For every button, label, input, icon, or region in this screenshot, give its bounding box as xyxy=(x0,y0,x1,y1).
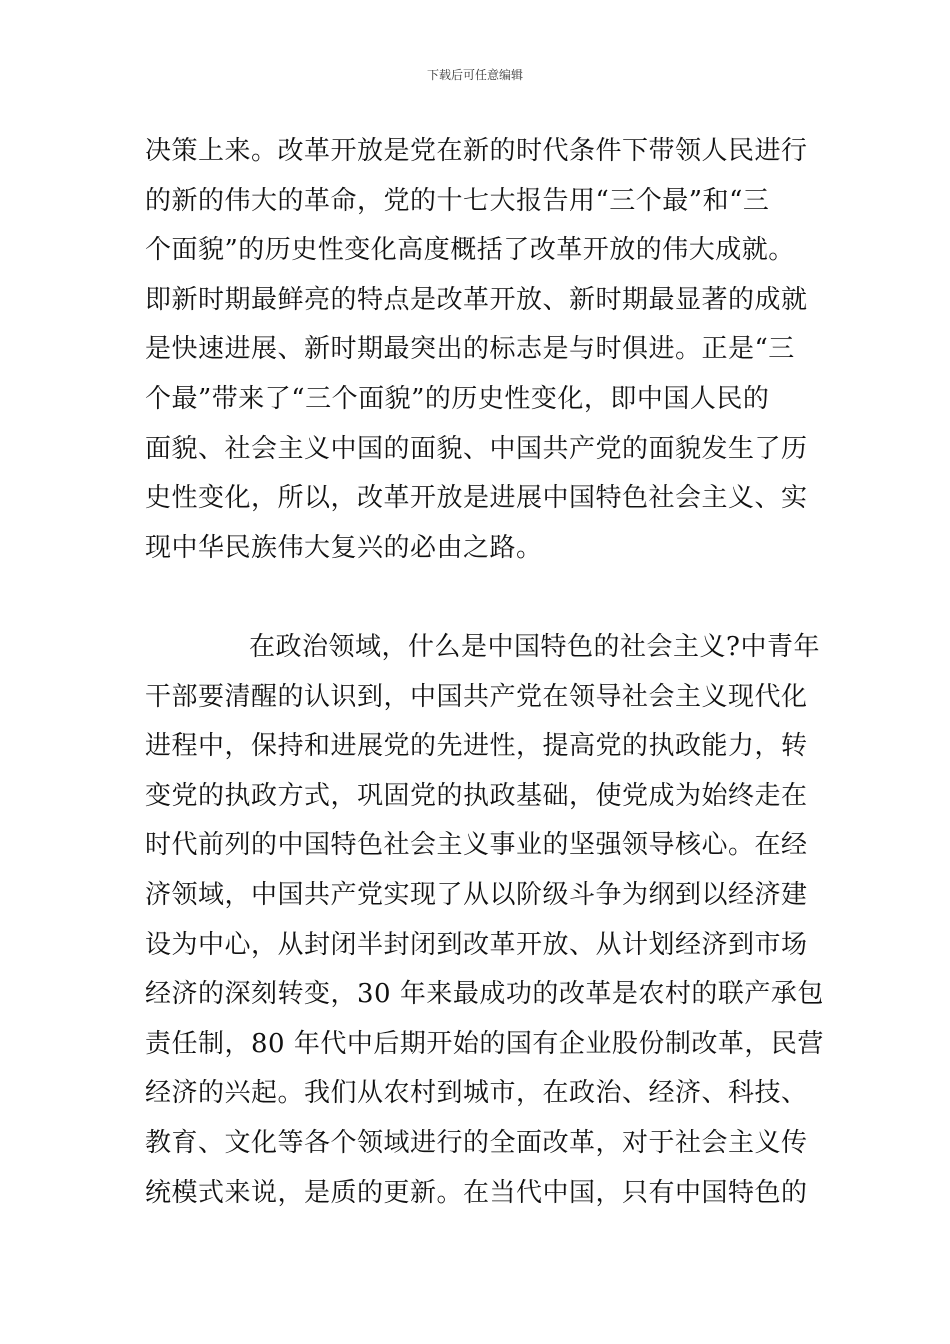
text-line: 统模式来说，是质的更新。在当代中国，只有中国特色的 xyxy=(145,1177,808,1208)
text-line: 变党的执政方式，巩固党的执政基础，使党成为始终走在 xyxy=(145,780,808,811)
text-line: 时代前列的中国特色社会主义事业的坚强领导核心。在经 xyxy=(145,830,808,861)
text-line: 的新的伟大的革命，党的十七大报告用“三个最”和“三 xyxy=(145,185,770,216)
paragraph-2 xyxy=(145,623,824,1218)
text-line: 史性变化，所以，改革开放是进展中国特色社会主义、实 xyxy=(145,483,808,514)
text-line: 是快速进展、新时期最突出的标志是与时俱进。正是“三 xyxy=(145,334,795,365)
text-line: 教育、文化等各个领域进行的全面改革，对于社会主义传 xyxy=(145,1127,808,1158)
text-line: 进程中，保持和进展党的先进性，提高党的执政能力，转 xyxy=(145,731,808,762)
text-line: 即新时期最鲜亮的特点是改革开放、新时期最显著的成就 xyxy=(145,284,808,315)
text-line: 济领域，中国共产党实现了从以阶级斗争为纲到以经济建 xyxy=(145,879,808,910)
text-line: 设为中心，从封闭半封闭到改革开放、从计划经济到市场 xyxy=(145,929,808,960)
text-line: 责任制，80 年代中后期开始的国有企业股份制改革，民营 xyxy=(145,1028,824,1059)
text-line: 经济的兴起。我们从农村到城市，在政治、经济、科技、 xyxy=(145,1078,808,1109)
text-line: 面貌、社会主义中国的面貌、中国共产党的面貌发生了历 xyxy=(145,433,808,464)
text-line: 个最”带来了“三个面貌”的历史性变化，即中国人民的 xyxy=(145,383,770,414)
page-header: 下载后可任意编辑 xyxy=(426,68,523,82)
text-line: 决策上来。改革开放是党在新的时代条件下带领人民进行 xyxy=(145,136,808,166)
text-line: 干部要清醒的认识到，中国共产党在领导社会主义现代化 xyxy=(145,681,808,712)
text-line: 现中华民族伟大复兴的必由之路。 xyxy=(145,532,543,563)
paragraph-1 xyxy=(145,127,815,573)
text-line: 个面貌”的历史性变化高度概括了改革开放的伟大成就。 xyxy=(145,235,795,266)
text-line: 经济的深刻转变，30 年来最成功的改革是农村的联产承包 xyxy=(145,979,824,1010)
text-line-first: 在政治领域，什么是中国特色的社会主义?中青年 xyxy=(249,632,820,662)
